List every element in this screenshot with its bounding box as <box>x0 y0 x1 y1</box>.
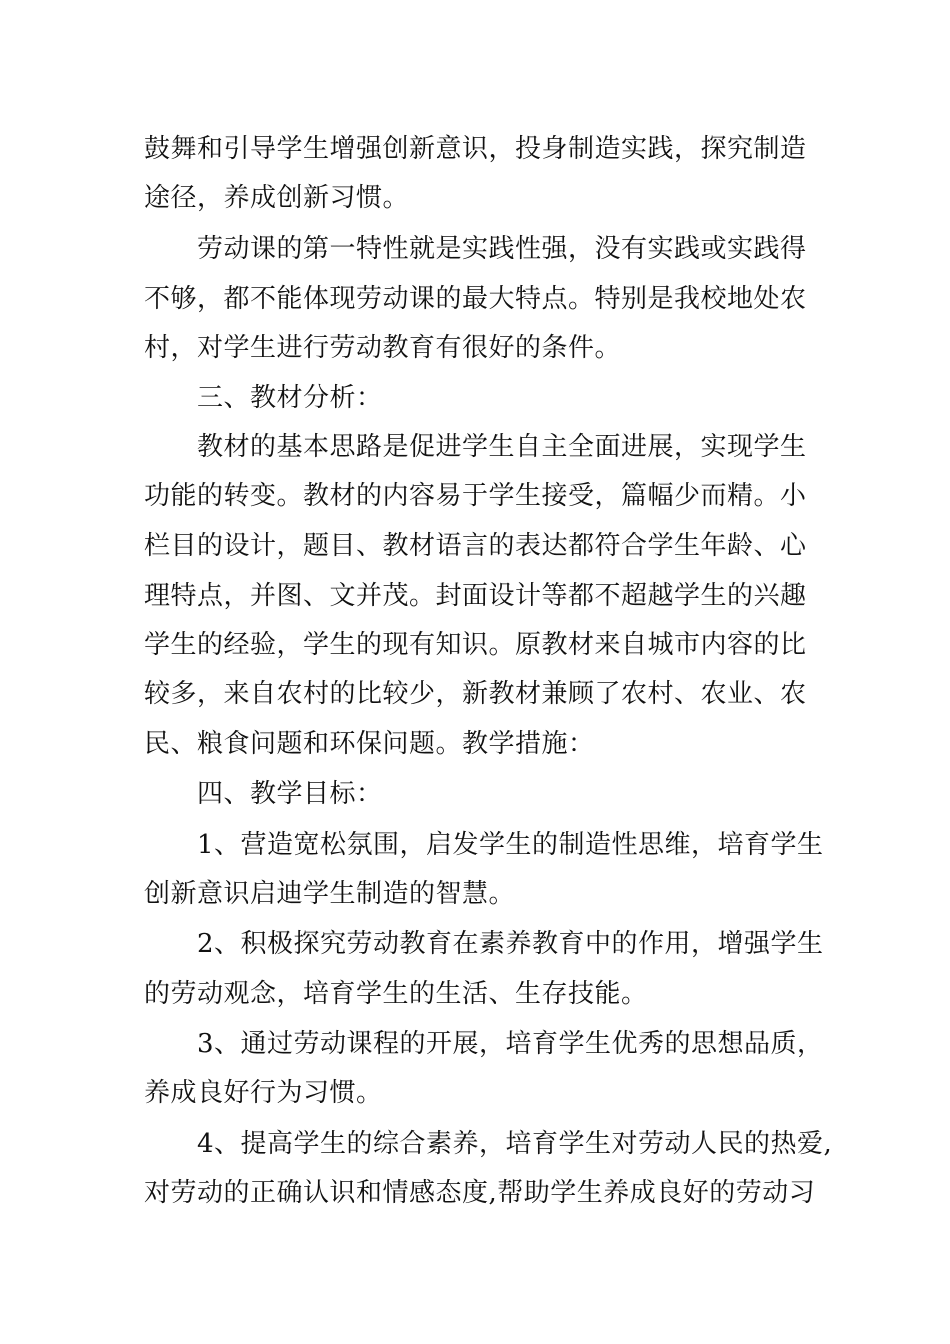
body-text-line: 功能的转变。教材的内容易于学生接受，篇幅少而精。小 <box>144 481 807 511</box>
body-text-line: 对劳动的正确认识和情感态度,帮助学生养成良好的劳动习 <box>144 1178 816 1208</box>
list-item-first-line: 3、通过劳动课程的开展，培育学生优秀的思想品质， <box>197 1029 824 1059</box>
body-text-line: 栏目的设计，题目、教材语言的表达都符合学生年龄、心 <box>144 531 807 561</box>
list-item-first-line: 4、提高学生的综合素养，培育学生对劳动人民的热爱, <box>197 1129 833 1159</box>
body-text-line: 鼓舞和引导学生增强创新意识，投身制造实践，探究制造 <box>144 134 807 164</box>
body-text-line: 学生的经验，学生的现有知识。原教材来自城市内容的比 <box>144 630 807 660</box>
body-text-line: 创新意识启迪学生制造的智慧。 <box>144 879 516 909</box>
section-heading-teaching-goals: 四、教学目标： <box>197 779 383 809</box>
body-text-line: 途径，养成创新习惯。 <box>144 183 410 213</box>
list-item-first-line: 2、积极探究劳动教育在素养教育中的作用，增强学生 <box>197 929 824 959</box>
body-text-line: 养成良好行为习惯。 <box>144 1078 383 1108</box>
body-text-line: 民、粮食问题和环保问题。教学措施： <box>144 729 595 759</box>
list-item-first-line: 1、营造宽松氛围，启发学生的制造性思维，培育学生 <box>197 830 824 860</box>
body-text-line: 较多，来自农村的比较少，新教材兼顾了农村、农业、农 <box>144 679 807 709</box>
body-text-line: 村，对学生进行劳动教育有很好的条件。 <box>144 333 622 363</box>
body-text-line: 的劳动观念，培育学生的生活、生存技能。 <box>144 979 648 1009</box>
section-heading-textbook-analysis: 三、教材分析： <box>197 383 383 413</box>
paragraph-first-line: 劳动课的第一特性就是实践性强，没有实践或实践得 <box>197 234 807 264</box>
paragraph-first-line: 教材的基本思路是促进学生自主全面进展，实现学生 <box>197 432 807 462</box>
body-text-line: 理特点，并图、文并茂。封面设计等都不超越学生的兴趣 <box>144 581 807 611</box>
body-text-line: 不够，都不能体现劳动课的最大特点。特别是我校地处农 <box>144 284 807 314</box>
